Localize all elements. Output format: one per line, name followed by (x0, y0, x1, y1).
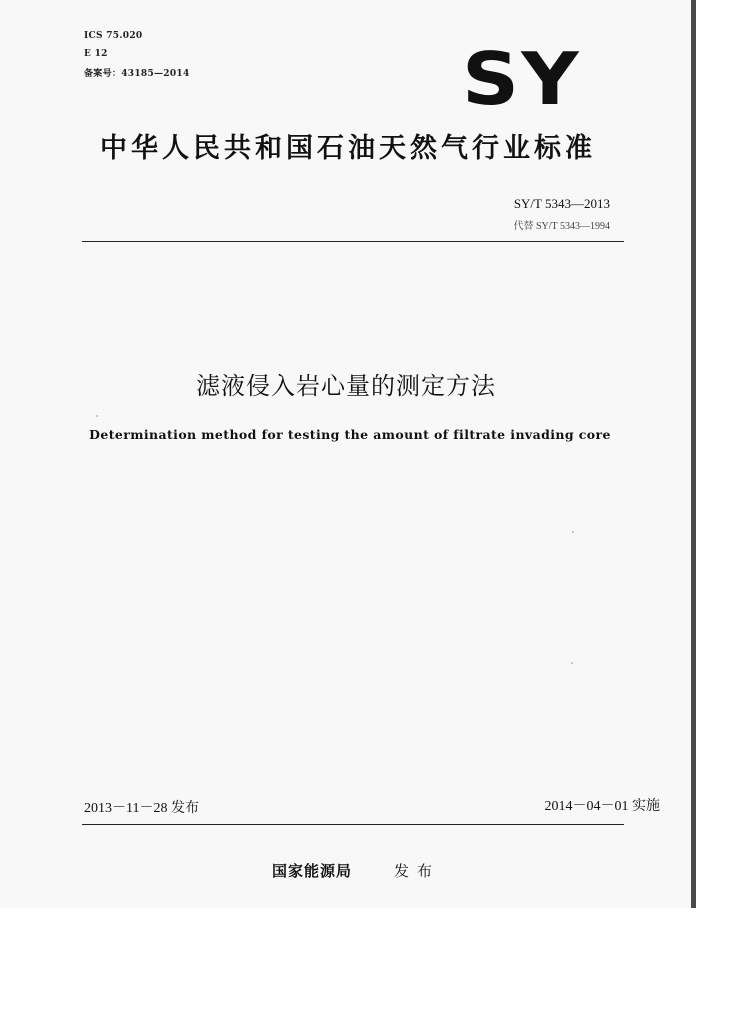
scan-speck (572, 531, 574, 533)
header-divider (82, 241, 624, 242)
effective-date: 2014－04－01 实施 (544, 799, 660, 814)
filing-number: 备案号：43185—2014 (84, 69, 190, 79)
sy-logo: SY (462, 37, 581, 121)
scan-speck (96, 415, 98, 417)
publisher-action: 发布 (394, 862, 441, 880)
document-title-chinese: 滤液侵入岩心量的测定方法 (196, 372, 496, 400)
footer-divider (82, 824, 624, 825)
ics-code: ICS 75.020 (84, 31, 143, 41)
replaces-standard: 代替 SY/T 5343—1994 (513, 221, 610, 232)
ccs-code: E 12 (84, 49, 108, 59)
scan-edge-shadow (691, 0, 696, 908)
publisher-name: 国家能源局 (272, 862, 353, 880)
standard-number: SY/T 5343—2013 (513, 196, 610, 211)
scan-speck (571, 662, 573, 664)
document-title-english: Determination method for testing the amount of filtrate invading core (89, 427, 611, 442)
issue-date: 2013－11－28 发布 (84, 801, 199, 816)
industry-standard-title: 中华人民共和国石油天然气行业标准 (100, 133, 596, 164)
